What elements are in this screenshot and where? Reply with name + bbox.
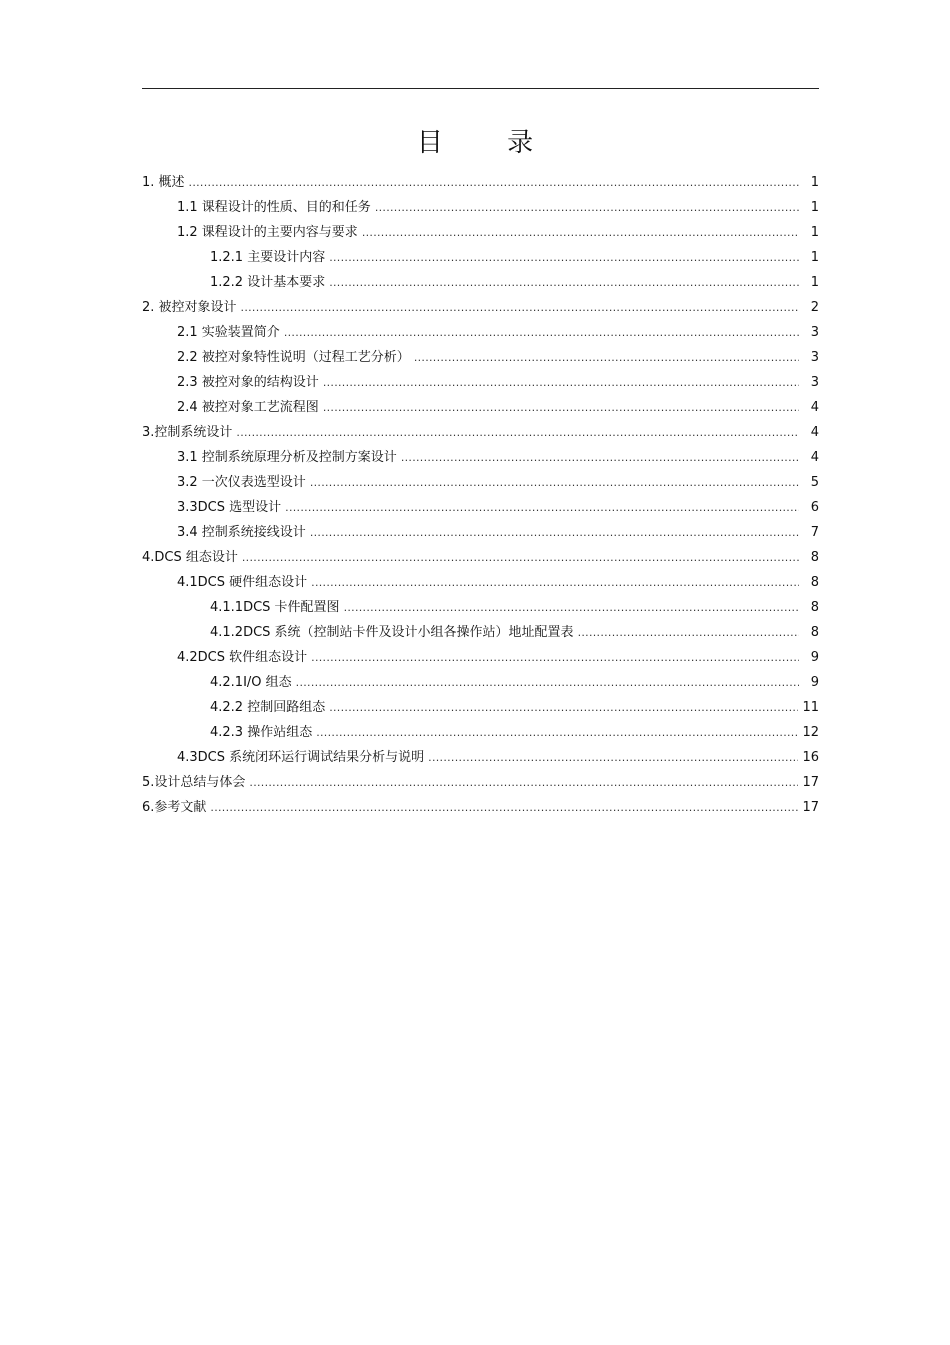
toc-entry-page: 7	[810, 524, 819, 540]
toc-entry-label: 2.1 实验装置简介	[177, 324, 280, 340]
toc-leader-dots	[362, 226, 799, 240]
toc-entry-label: 3.3DCS 选型设计	[177, 499, 282, 515]
toc-entry[interactable]	[142, 320, 819, 345]
toc-entry[interactable]	[142, 745, 819, 770]
page-title: 目 录	[416, 128, 562, 158]
toc-entry-page: 1	[810, 274, 819, 290]
toc-leader-dots	[241, 301, 799, 315]
toc-leader-dots	[401, 451, 799, 465]
toc-entry-page: 4	[810, 399, 819, 415]
toc-entry-label: 4.2.2 控制回路组态	[210, 699, 326, 715]
toc-entry-page: 8	[810, 599, 819, 615]
toc-leader-dots	[329, 701, 798, 715]
toc-entry[interactable]	[142, 620, 819, 645]
toc-entry[interactable]	[142, 770, 819, 795]
toc-entry-label: 4.2.1I/O 组态	[210, 674, 292, 690]
toc-entry[interactable]	[142, 245, 819, 270]
toc-leader-dots	[329, 276, 799, 290]
toc-entry-label: 5.设计总结与体会	[142, 774, 246, 790]
toc-entry[interactable]	[142, 695, 819, 720]
toc-entry-label: 3.1 控制系统原理分析及控制方案设计	[177, 449, 397, 465]
toc-entry-page: 2	[810, 299, 819, 315]
toc-entry-page: 17	[802, 799, 819, 815]
toc-entry-label: 1.2 课程设计的主要内容与要求	[177, 224, 358, 240]
toc-entry[interactable]	[142, 670, 819, 695]
toc-leader-dots	[311, 651, 799, 665]
toc-entry-label: 1.2.1 主要设计内容	[210, 249, 326, 265]
toc-entry[interactable]	[142, 295, 819, 320]
toc-leader-dots	[310, 526, 799, 540]
toc-entry-page: 3	[810, 324, 819, 340]
toc-entry[interactable]	[142, 470, 819, 495]
toc-entry[interactable]	[142, 345, 819, 370]
toc-entry[interactable]	[142, 645, 819, 670]
toc-leader-dots	[189, 176, 799, 190]
toc-entry-label: 3.控制系统设计	[142, 424, 233, 440]
toc-entry-page: 4	[810, 449, 819, 465]
toc-entry-label: 1.1 课程设计的性质、目的和任务	[177, 199, 371, 215]
toc-entry-page: 1	[810, 249, 819, 265]
toc-entry[interactable]	[142, 370, 819, 395]
toc-leader-dots	[285, 501, 799, 515]
header-rule	[142, 88, 819, 89]
toc-entry-page: 17	[802, 774, 819, 790]
toc-entry-page: 1	[810, 224, 819, 240]
toc-entry-page: 8	[810, 574, 819, 590]
toc-leader-dots	[249, 776, 798, 790]
toc-entry-label: 2.2 被控对象特性说明（过程工艺分析）	[177, 349, 410, 365]
toc-entry-label: 4.DCS 组态设计	[142, 549, 238, 565]
toc-entry-page: 1	[810, 174, 819, 190]
toc-entry-label: 3.2 一次仪表选型设计	[177, 474, 306, 490]
toc-leader-dots	[329, 251, 799, 265]
toc-leader-dots	[310, 476, 799, 490]
toc-entry[interactable]	[142, 520, 819, 545]
toc-entry-label: 4.2DCS 软件组态设计	[177, 649, 308, 665]
toc-entry-page: 12	[802, 724, 819, 740]
table-of-contents	[142, 170, 819, 820]
toc-entry-label: 4.3DCS 系统闭环运行调试结果分析与说明	[177, 749, 425, 765]
toc-entry-page: 9	[810, 649, 819, 665]
toc-leader-dots	[375, 201, 799, 215]
toc-leader-dots	[316, 726, 798, 740]
toc-leader-dots	[311, 576, 799, 590]
toc-entry-label: 4.1.1DCS 卡件配置图	[210, 599, 340, 615]
toc-entry[interactable]	[142, 495, 819, 520]
toc-entry[interactable]	[142, 220, 819, 245]
toc-entry-label: 2.3 被控对象的结构设计	[177, 374, 319, 390]
toc-entry-page: 5	[810, 474, 819, 490]
toc-entry-page: 6	[810, 499, 819, 515]
toc-leader-dots	[284, 326, 799, 340]
toc-entry-label: 4.1DCS 硬件组态设计	[177, 574, 308, 590]
toc-leader-dots	[344, 601, 799, 615]
toc-entry[interactable]	[142, 195, 819, 220]
toc-entry-page: 9	[810, 674, 819, 690]
toc-entry-label: 2. 被控对象设计	[142, 299, 237, 315]
toc-entry[interactable]	[142, 420, 819, 445]
toc-entry[interactable]	[142, 570, 819, 595]
toc-entry[interactable]	[142, 545, 819, 570]
toc-entry-label: 2.4 被控对象工艺流程图	[177, 399, 319, 415]
toc-entry[interactable]	[142, 445, 819, 470]
toc-leader-dots	[210, 801, 798, 815]
toc-entry-page: 4	[810, 424, 819, 440]
toc-leader-dots	[428, 751, 798, 765]
toc-entry-label: 1.2.2 设计基本要求	[210, 274, 326, 290]
toc-entry[interactable]	[142, 595, 819, 620]
toc-entry-page: 8	[810, 549, 819, 565]
toc-leader-dots	[323, 401, 799, 415]
toc-entry-page: 3	[810, 349, 819, 365]
toc-entry-page: 3	[810, 374, 819, 390]
toc-entry[interactable]	[142, 720, 819, 745]
toc-entry-label: 4.1.2DCS 系统（控制站卡件及设计小组各操作站）地址配置表	[210, 624, 574, 640]
toc-entry-label: 3.4 控制系统接线设计	[177, 524, 306, 540]
toc-leader-dots	[323, 376, 799, 390]
toc-entry-page: 16	[802, 749, 819, 765]
toc-entry-label: 4.2.3 操作站组态	[210, 724, 313, 740]
toc-entry[interactable]	[142, 395, 819, 420]
toc-leader-dots	[414, 351, 799, 365]
toc-entry-page: 1	[810, 199, 819, 215]
toc-entry[interactable]	[142, 795, 819, 820]
toc-leader-dots	[578, 626, 799, 640]
toc-entry-page: 8	[810, 624, 819, 640]
toc-entry[interactable]	[142, 170, 819, 195]
toc-entry-label: 6.参考文献	[142, 799, 207, 815]
toc-leader-dots	[242, 551, 799, 565]
toc-entry[interactable]	[142, 270, 819, 295]
toc-entry-label: 1. 概述	[142, 174, 185, 190]
toc-entry-page: 11	[802, 699, 819, 715]
toc-leader-dots	[236, 426, 799, 440]
toc-leader-dots	[296, 676, 799, 690]
